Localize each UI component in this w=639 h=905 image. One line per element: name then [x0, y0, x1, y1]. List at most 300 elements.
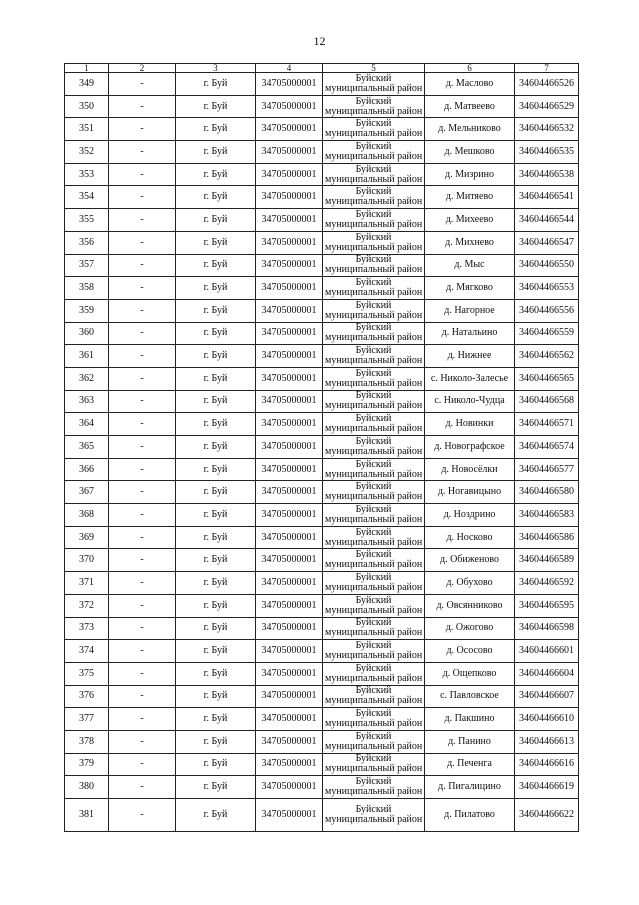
- settlements-table: [64, 63, 579, 832]
- city-cell: г. Буй: [176, 118, 256, 141]
- district-line-1: Буйский: [355, 277, 392, 289]
- row-number-cell: 355: [65, 209, 109, 232]
- code-cell: 34705000001: [256, 481, 323, 504]
- oktmo-cell: 34604466547: [515, 231, 579, 254]
- table-row: [65, 95, 579, 118]
- code-cell: 34705000001: [256, 708, 323, 731]
- district-line-1: Буйский: [355, 526, 392, 538]
- city-cell: г. Буй: [176, 662, 256, 685]
- district-line-1: Буйский: [355, 413, 392, 425]
- oktmo-cell: 34604466529: [515, 95, 579, 118]
- row-number-cell: 377: [65, 708, 109, 731]
- district-line-2: муниципальный район: [325, 695, 423, 707]
- city-cell: г. Буй: [176, 708, 256, 731]
- district-line-2: муниципальный район: [325, 763, 423, 775]
- district-cell: [323, 163, 425, 186]
- city-cell: г. Буй: [176, 594, 256, 617]
- col2-dash-cell: -: [109, 118, 176, 141]
- district-line-1: Буйский: [355, 481, 392, 493]
- row-number-cell: 350: [65, 95, 109, 118]
- header-row: [65, 64, 579, 73]
- district-line-1: Буйский: [355, 186, 392, 198]
- oktmo-cell: 34604466622: [515, 799, 579, 832]
- row-number-cell: 380: [65, 776, 109, 799]
- table-row: [65, 799, 579, 832]
- code-cell: 34705000001: [256, 799, 323, 832]
- table-row: [65, 345, 579, 368]
- district-line-2: муниципальный район: [325, 814, 423, 825]
- oktmo-cell: 34604466556: [515, 299, 579, 322]
- district-line-1: Буйский: [355, 95, 392, 107]
- col2-dash-cell: -: [109, 209, 176, 232]
- district-cell: [323, 413, 425, 436]
- col2-dash-cell: -: [109, 163, 176, 186]
- col2-dash-cell: -: [109, 141, 176, 164]
- row-number-cell: 369: [65, 526, 109, 549]
- district-cell: [323, 390, 425, 413]
- district-line-2: муниципальный район: [325, 218, 423, 230]
- district-cell: [323, 73, 425, 96]
- district-cell: [323, 186, 425, 209]
- table-row: [65, 231, 579, 254]
- district-line-2: муниципальный район: [325, 173, 423, 185]
- city-cell: г. Буй: [176, 436, 256, 459]
- col2-dash-cell: -: [109, 231, 176, 254]
- code-cell: 34705000001: [256, 345, 323, 368]
- oktmo-cell: 34604466544: [515, 209, 579, 232]
- col2-dash-cell: -: [109, 776, 176, 799]
- code-cell: 34705000001: [256, 730, 323, 753]
- district-line-2: муниципальный район: [325, 740, 423, 752]
- oktmo-cell: 34604466598: [515, 617, 579, 640]
- district-cell: [323, 776, 425, 799]
- city-cell: г. Буй: [176, 526, 256, 549]
- oktmo-cell: 34604466550: [515, 254, 579, 277]
- row-number-cell: 366: [65, 458, 109, 481]
- col2-dash-cell: -: [109, 95, 176, 118]
- col2-dash-cell: -: [109, 186, 176, 209]
- district-line-2: муниципальный район: [325, 150, 423, 162]
- table-row: [65, 390, 579, 413]
- row-number-cell: 375: [65, 662, 109, 685]
- settlement-cell: д. Новографское: [425, 436, 515, 459]
- row-number-cell: 359: [65, 299, 109, 322]
- oktmo-cell: 34604466604: [515, 662, 579, 685]
- row-number-cell: 351: [65, 118, 109, 141]
- col2-dash-cell: -: [109, 685, 176, 708]
- oktmo-cell: 34604466589: [515, 549, 579, 572]
- district-cell: [323, 436, 425, 459]
- settlement-cell: с. Павловское: [425, 685, 515, 708]
- table-row: [65, 504, 579, 527]
- district-line-2: муниципальный район: [325, 491, 423, 503]
- table-row: [65, 141, 579, 164]
- table-row: [65, 753, 579, 776]
- settlement-cell: д. Нагорное: [425, 299, 515, 322]
- city-cell: г. Буй: [176, 163, 256, 186]
- row-number-cell: 368: [65, 504, 109, 527]
- settlement-cell: д. Натальино: [425, 322, 515, 345]
- table-row: [65, 209, 579, 232]
- code-cell: 34705000001: [256, 685, 323, 708]
- district-line-1: Буйский: [355, 730, 392, 742]
- city-cell: г. Буй: [176, 141, 256, 164]
- district-line-2: муниципальный район: [325, 786, 423, 798]
- col2-dash-cell: -: [109, 730, 176, 753]
- settlement-cell: д. Панино: [425, 730, 515, 753]
- col-header-4: 4: [256, 64, 323, 73]
- oktmo-cell: 34604466574: [515, 436, 579, 459]
- district-line-1: Буйский: [355, 163, 392, 175]
- col2-dash-cell: -: [109, 526, 176, 549]
- table-row: [65, 413, 579, 436]
- district-line-1: Буйский: [355, 208, 392, 220]
- city-cell: г. Буй: [176, 322, 256, 345]
- oktmo-cell: 34604466535: [515, 141, 579, 164]
- col2-dash-cell: -: [109, 254, 176, 277]
- col2-dash-cell: -: [109, 708, 176, 731]
- table-row: [65, 594, 579, 617]
- city-cell: г. Буй: [176, 95, 256, 118]
- code-cell: 34705000001: [256, 662, 323, 685]
- settlement-cell: д. Новинки: [425, 413, 515, 436]
- oktmo-cell: 34604466571: [515, 413, 579, 436]
- district-cell: [323, 95, 425, 118]
- district-line-1: Буйский: [355, 753, 392, 765]
- district-line-2: муниципальный район: [325, 332, 423, 344]
- district-cell: [323, 753, 425, 776]
- col2-dash-cell: -: [109, 481, 176, 504]
- district-line-2: муниципальный район: [325, 128, 423, 140]
- code-cell: 34705000001: [256, 322, 323, 345]
- settlement-cell: д. Маслово: [425, 73, 515, 96]
- district-line-1: Буйский: [355, 231, 392, 243]
- row-number-cell: 372: [65, 594, 109, 617]
- district-cell: [323, 685, 425, 708]
- row-number-cell: 354: [65, 186, 109, 209]
- oktmo-cell: 34604466526: [515, 73, 579, 96]
- district-cell: [323, 799, 425, 832]
- city-cell: г. Буй: [176, 186, 256, 209]
- city-cell: г. Буй: [176, 617, 256, 640]
- col2-dash-cell: -: [109, 436, 176, 459]
- city-cell: г. Буй: [176, 390, 256, 413]
- code-cell: 34705000001: [256, 526, 323, 549]
- district-line-1: Буйский: [355, 458, 392, 470]
- district-cell: [323, 299, 425, 322]
- district-line-1: Буйский: [355, 367, 392, 379]
- district-line-1: Буйский: [355, 640, 392, 652]
- code-cell: 34705000001: [256, 231, 323, 254]
- row-number-cell: 353: [65, 163, 109, 186]
- row-number-cell: 356: [65, 231, 109, 254]
- table-row: [65, 549, 579, 572]
- code-cell: 34705000001: [256, 390, 323, 413]
- settlement-cell: д. Матвеево: [425, 95, 515, 118]
- city-cell: г. Буй: [176, 776, 256, 799]
- district-line-1: Буйский: [355, 118, 392, 130]
- city-cell: г. Буй: [176, 209, 256, 232]
- table-row: [65, 254, 579, 277]
- district-line-2: муниципальный район: [325, 196, 423, 208]
- table-row: [65, 367, 579, 390]
- table-row: [65, 640, 579, 663]
- code-cell: 34705000001: [256, 458, 323, 481]
- district-line-2: муниципальный район: [325, 559, 423, 571]
- district-cell: [323, 141, 425, 164]
- oktmo-cell: 34604466577: [515, 458, 579, 481]
- city-cell: г. Буй: [176, 481, 256, 504]
- col2-dash-cell: -: [109, 413, 176, 436]
- district-line-1: Буйский: [355, 594, 392, 606]
- row-number-cell: 379: [65, 753, 109, 776]
- district-line-2: муниципальный район: [325, 264, 423, 276]
- district-cell: [323, 345, 425, 368]
- district-line-2: муниципальный район: [325, 627, 423, 639]
- oktmo-cell: 34604466607: [515, 685, 579, 708]
- district-line-2: муниципальный район: [325, 581, 423, 593]
- row-number-cell: 364: [65, 413, 109, 436]
- col2-dash-cell: -: [109, 73, 176, 96]
- code-cell: 34705000001: [256, 549, 323, 572]
- col-header-3: 3: [176, 64, 256, 73]
- code-cell: 34705000001: [256, 367, 323, 390]
- col2-dash-cell: -: [109, 799, 176, 832]
- district-line-1: Буйский: [355, 299, 392, 311]
- col2-dash-cell: -: [109, 367, 176, 390]
- district-line-2: муниципальный район: [325, 377, 423, 389]
- district-line-2: муниципальный район: [325, 400, 423, 412]
- row-number-cell: 373: [65, 617, 109, 640]
- district-cell: [323, 504, 425, 527]
- district-line-1: Буйский: [355, 571, 392, 583]
- row-number-cell: 360: [65, 322, 109, 345]
- code-cell: 34705000001: [256, 776, 323, 799]
- table-row: [65, 708, 579, 731]
- code-cell: 34705000001: [256, 254, 323, 277]
- district-line-2: муниципальный район: [325, 604, 423, 616]
- oktmo-cell: 34604466583: [515, 504, 579, 527]
- oktmo-cell: 34604466565: [515, 367, 579, 390]
- table-row: [65, 730, 579, 753]
- oktmo-cell: 34604466568: [515, 390, 579, 413]
- city-cell: г. Буй: [176, 254, 256, 277]
- settlement-cell: д. Нижнее: [425, 345, 515, 368]
- col2-dash-cell: -: [109, 617, 176, 640]
- col-header-6: 6: [425, 64, 515, 73]
- city-cell: г. Буй: [176, 73, 256, 96]
- code-cell: 34705000001: [256, 186, 323, 209]
- district-cell: [323, 526, 425, 549]
- district-line-1: Буйский: [355, 549, 392, 561]
- oktmo-cell: 34604466532: [515, 118, 579, 141]
- code-cell: 34705000001: [256, 118, 323, 141]
- code-cell: 34705000001: [256, 277, 323, 300]
- city-cell: г. Буй: [176, 231, 256, 254]
- settlement-cell: д. Михнево: [425, 231, 515, 254]
- row-number-cell: 352: [65, 141, 109, 164]
- oktmo-cell: 34604466616: [515, 753, 579, 776]
- settlement-cell: д. Ощепково: [425, 662, 515, 685]
- col2-dash-cell: -: [109, 549, 176, 572]
- table-row: [65, 186, 579, 209]
- table-row: [65, 685, 579, 708]
- table-row: [65, 73, 579, 96]
- code-cell: 34705000001: [256, 504, 323, 527]
- district-cell: [323, 640, 425, 663]
- district-line-2: муниципальный район: [325, 241, 423, 253]
- city-cell: г. Буй: [176, 413, 256, 436]
- row-number-cell: 367: [65, 481, 109, 504]
- district-line-1: Буйский: [355, 140, 392, 152]
- settlement-cell: д. Овсянниково: [425, 594, 515, 617]
- district-line-1: Буйский: [355, 662, 392, 674]
- city-cell: г. Буй: [176, 640, 256, 663]
- row-number-cell: 378: [65, 730, 109, 753]
- col2-dash-cell: -: [109, 640, 176, 663]
- oktmo-cell: 34604466580: [515, 481, 579, 504]
- settlement-cell: с. Николо-Чудца: [425, 390, 515, 413]
- city-cell: г. Буй: [176, 799, 256, 832]
- row-number-cell: 365: [65, 436, 109, 459]
- oktmo-cell: 34604466613: [515, 730, 579, 753]
- code-cell: 34705000001: [256, 299, 323, 322]
- oktmo-cell: 34604466619: [515, 776, 579, 799]
- col2-dash-cell: -: [109, 572, 176, 595]
- oktmo-cell: 34604466595: [515, 594, 579, 617]
- code-cell: 34705000001: [256, 95, 323, 118]
- row-number-cell: 374: [65, 640, 109, 663]
- settlement-cell: д. Ноздрино: [425, 504, 515, 527]
- district-line-2: муниципальный район: [325, 718, 423, 730]
- district-cell: [323, 549, 425, 572]
- district-line-2: муниципальный район: [325, 650, 423, 662]
- col2-dash-cell: -: [109, 662, 176, 685]
- district-line-2: муниципальный район: [325, 423, 423, 435]
- row-number-cell: 362: [65, 367, 109, 390]
- settlement-cell: д. Ожогово: [425, 617, 515, 640]
- row-number-cell: 381: [65, 799, 109, 832]
- row-number-cell: 370: [65, 549, 109, 572]
- table-row: [65, 526, 579, 549]
- district-line-2: муниципальный район: [325, 105, 423, 117]
- oktmo-cell: 34604466562: [515, 345, 579, 368]
- table-row: [65, 662, 579, 685]
- settlement-cell: д. Мизрино: [425, 163, 515, 186]
- oktmo-cell: 34604466538: [515, 163, 579, 186]
- table-row: [65, 299, 579, 322]
- col-header-5: 5: [323, 64, 425, 73]
- col2-dash-cell: -: [109, 753, 176, 776]
- code-cell: 34705000001: [256, 209, 323, 232]
- col2-dash-cell: -: [109, 322, 176, 345]
- district-cell: [323, 277, 425, 300]
- city-cell: г. Буй: [176, 277, 256, 300]
- settlement-cell: д. Пигалицино: [425, 776, 515, 799]
- district-line-2: муниципальный район: [325, 287, 423, 299]
- oktmo-cell: 34604466553: [515, 277, 579, 300]
- district-cell: [323, 322, 425, 345]
- district-cell: [323, 730, 425, 753]
- settlement-cell: д. Обухово: [425, 572, 515, 595]
- district-line-2: муниципальный район: [325, 82, 423, 94]
- table-row: [65, 572, 579, 595]
- district-line-1: Буйский: [355, 72, 392, 84]
- oktmo-cell: 34604466586: [515, 526, 579, 549]
- city-cell: г. Буй: [176, 299, 256, 322]
- district-cell: [323, 594, 425, 617]
- district-cell: [323, 662, 425, 685]
- district-line-2: муниципальный район: [325, 445, 423, 457]
- settlement-cell: д. Мягково: [425, 277, 515, 300]
- oktmo-cell: 34604466601: [515, 640, 579, 663]
- table-row: [65, 163, 579, 186]
- district-cell: [323, 209, 425, 232]
- page-number: 12: [313, 34, 326, 48]
- settlement-cell: д. Михеево: [425, 209, 515, 232]
- table-row: [65, 277, 579, 300]
- city-cell: г. Буй: [176, 730, 256, 753]
- table-row: [65, 118, 579, 141]
- district-line-2: муниципальный район: [325, 536, 423, 548]
- table-row: [65, 617, 579, 640]
- code-cell: 34705000001: [256, 594, 323, 617]
- col-header-7: 7: [515, 64, 579, 73]
- settlement-cell: д. Митяево: [425, 186, 515, 209]
- table-row: [65, 481, 579, 504]
- settlement-cell: д. Мыс: [425, 254, 515, 277]
- code-cell: 34705000001: [256, 753, 323, 776]
- col2-dash-cell: -: [109, 594, 176, 617]
- col2-dash-cell: -: [109, 504, 176, 527]
- city-cell: г. Буй: [176, 367, 256, 390]
- district-line-1: Буйский: [355, 776, 392, 788]
- settlement-cell: д. Пилатово: [425, 799, 515, 832]
- district-line-2: муниципальный район: [325, 672, 423, 684]
- code-cell: 34705000001: [256, 640, 323, 663]
- district-line-1: Буйский: [355, 254, 392, 266]
- code-cell: 34705000001: [256, 141, 323, 164]
- district-line-1: Буйский: [355, 503, 392, 515]
- oktmo-cell: 34604466559: [515, 322, 579, 345]
- col2-dash-cell: -: [109, 390, 176, 413]
- code-cell: 34705000001: [256, 436, 323, 459]
- code-cell: 34705000001: [256, 572, 323, 595]
- district-line-2: муниципальный район: [325, 355, 423, 367]
- settlement-cell: д. Ногавицыно: [425, 481, 515, 504]
- settlement-cell: д. Печенга: [425, 753, 515, 776]
- district-cell: [323, 708, 425, 731]
- settlement-cell: д. Носково: [425, 526, 515, 549]
- city-cell: г. Буй: [176, 753, 256, 776]
- settlement-cell: д. Новосёлки: [425, 458, 515, 481]
- settlement-cell: д. Мешково: [425, 141, 515, 164]
- city-cell: г. Буй: [176, 345, 256, 368]
- col2-dash-cell: -: [109, 299, 176, 322]
- city-cell: г. Буй: [176, 549, 256, 572]
- district-line-1: Буйский: [355, 804, 392, 815]
- district-line-1: Буйский: [355, 685, 392, 697]
- district-cell: [323, 231, 425, 254]
- table-row: [65, 776, 579, 799]
- table-row: [65, 458, 579, 481]
- settlement-cell: д. Пакшино: [425, 708, 515, 731]
- district-cell: [323, 572, 425, 595]
- col2-dash-cell: -: [109, 345, 176, 368]
- table-row: [65, 322, 579, 345]
- city-cell: г. Буй: [176, 572, 256, 595]
- col2-dash-cell: -: [109, 277, 176, 300]
